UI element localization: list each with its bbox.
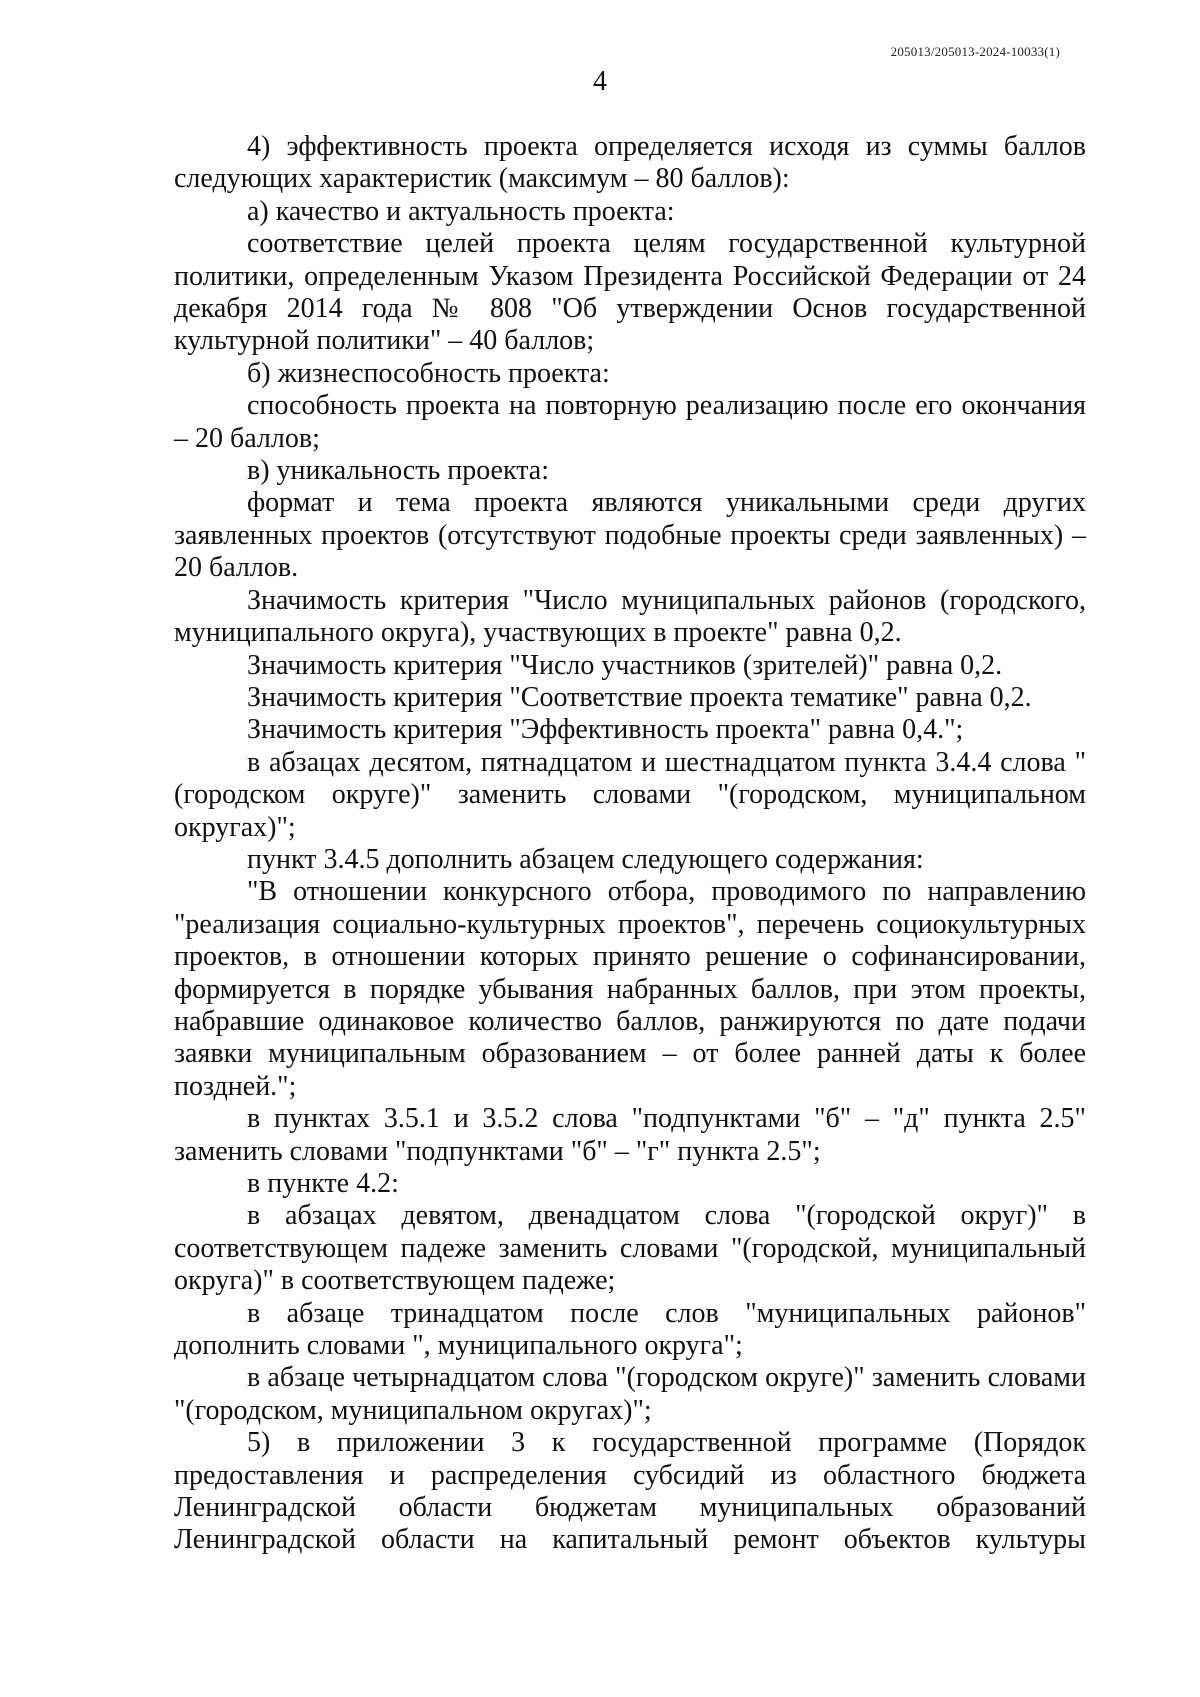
paragraph: 4) эффективность проекта определяется исходя из суммы баллов следующих характеристик (максимум – 80 баллов): [174,131,1086,195]
paragraph: Значимость критерия "Эффективность проекта" равна 0,4."; [247,714,964,746]
document-body [174,131,1086,1557]
paragraph: способность проекта на повторную реализацию после его окончания – 20 баллов; [174,390,1086,454]
paragraph: пункт 3.4.5 дополнить абзацем следующего содержания: [247,843,924,875]
paragraph: Значимость критерия "Число муниципальных районов (городского, муниципального округа), участвующих в проекте" равна 0,2. [174,584,1086,649]
paragraph: а) качество и актуальность проекта: [247,195,675,227]
paragraph: Значимость критерия "Число участников (зрителей)" равна 0,2. [247,649,1003,681]
paragraph: б) жизнеспособность проекта: [247,357,610,389]
paragraph: "В отношении конкурсного отбора, проводимого по направлению "реализация социально-культурных проектов", перечень социокультурных проектов, в отношении которых принято решение о софинансировании, формируется в порядке убывания набранных баллов, при этом проекты, набравшие одинаковое количество баллов, ранжируются по дате подачи заявки муниципальным образованием – от более ранней даты к более поздней."; [174,876,1086,1102]
paragraph: в пункте 4.2: [247,1168,399,1199]
paragraph: в) уникальность проекта: [247,455,549,487]
paragraph: в абзаце четырнадцатом слова "(городском округе)" заменить словами "(городском, муниципальном округах)"; [174,1362,1086,1426]
document-id: 205013/205013-2024-10033(1) [890,44,1060,59]
page-number: 4 [593,66,607,97]
paragraph: в абзацах десятом, пятнадцатом и шестнадцатом пункта 3.4.4 слова "(городском округе)" заменить словами "(городском, муниципальном округах)"; [174,746,1086,843]
paragraph: формат и тема проекта являются уникальными среди других заявленных проектов (отсутствуют подобные проекты среди заявленных) – 20 баллов. [174,487,1086,584]
paragraph: соответствие целей проекта целям государственной культурной политики, определенным Указом Президента Российской Федерации от 24 декабря 2014 года № 808 "Об утверждении Основ государственной культурной политики" – 40 баллов; [174,228,1086,357]
paragraph: в пунктах 3.5.1 и 3.5.2 слова "подпунктами "б" – "д" пункта 2.5" заменить словами "подпунктами "б" – "г" пункта 2.5"; [174,1103,1086,1167]
paragraph: в абзаце тринадцатом после слов "муниципальных районов" дополнить словами ", муниципального округа"; [174,1297,1086,1362]
paragraph: Значимость критерия "Соответствие проекта тематике" равна 0,2. [247,681,1032,713]
paragraph: 5) в приложении 3 к государственной программе (Порядок предоставления и распределения субсидий из областного бюджета Ленинградской области бюджетам муниципальных образований Ленинградской области на капитальный ремонт объектов культуры [174,1427,1086,1556]
paragraph: в абзацах девятом, двенадцатом слова "(городской округ)" в соответствующем падеже заменить словами "(городской, муниципальный округа)" в соответствующем падеже; [174,1200,1086,1297]
